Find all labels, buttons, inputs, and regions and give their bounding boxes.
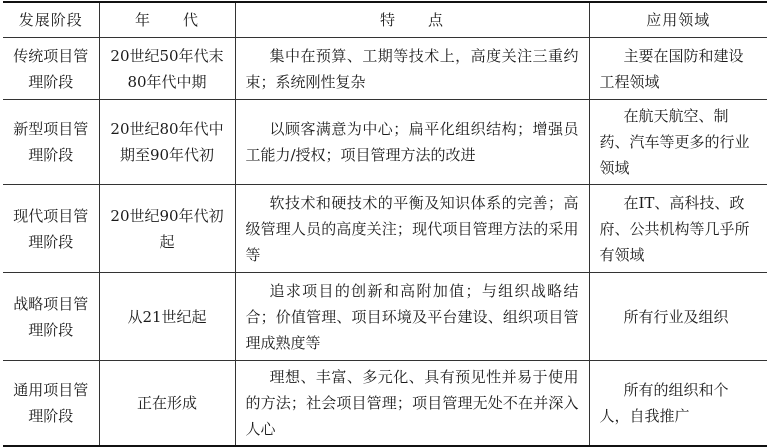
cell-features: 软技术和硬技术的平衡及知识体系的完善；高级管理人员的高度关注；现代项目管理方法的采用等	[235, 185, 589, 273]
header-stage: 发展阶段	[3, 2, 99, 38]
cell-era: 20世纪80年代中期至90年代初	[99, 100, 235, 185]
header-era: 年 代	[99, 2, 235, 38]
project-management-stages-table	[3, 1, 767, 447]
table-row	[3, 361, 767, 447]
cell-application: 所有的组织和个人，自我推广	[589, 361, 767, 447]
cell-application: 在IT、高科技、政府、公共机构等几乎所有领域	[589, 185, 767, 273]
table-row	[3, 100, 767, 185]
table-row	[3, 38, 767, 100]
cell-application: 在航天航空、制药、汽车等更多的行业领域	[589, 100, 767, 185]
cell-era: 正在形成	[99, 361, 235, 447]
cell-stage: 战略项目管理阶段	[3, 273, 99, 361]
cell-features: 以顾客满意为中心；扁平化组织结构；增强员工能力/授权；项目管理方法的改进	[235, 100, 589, 185]
cell-stage: 传统项目管理阶段	[3, 38, 99, 100]
cell-era: 从21世纪起	[99, 273, 235, 361]
header-application: 应用领域	[589, 2, 767, 38]
cell-stage: 通用项目管理阶段	[3, 361, 99, 447]
table-row	[3, 273, 767, 361]
cell-era: 20世纪90年代初起	[99, 185, 235, 273]
header-row	[3, 2, 767, 38]
cell-features: 理想、丰富、多元化、具有预见性并易于使用的方法；社会项目管理；项目管理无处不在并深入人心	[235, 361, 589, 447]
cell-application: 所有行业及组织	[589, 273, 767, 361]
cell-stage: 现代项目管理阶段	[3, 185, 99, 273]
cell-era: 20世纪50年代末80年代中期	[99, 38, 235, 100]
cell-application: 主要在国防和建设工程领域	[589, 38, 767, 100]
cell-features: 集中在预算、工期等技术上，高度关注三重约束；系统刚性复杂	[235, 38, 589, 100]
cell-features: 追求项目的创新和高附加值；与组织战略结合；价值管理、项目环境及平台建设、组织项目管理成熟度等	[235, 273, 589, 361]
cell-stage: 新型项目管理阶段	[3, 100, 99, 185]
header-features: 特 点	[235, 2, 589, 38]
table-row	[3, 185, 767, 273]
